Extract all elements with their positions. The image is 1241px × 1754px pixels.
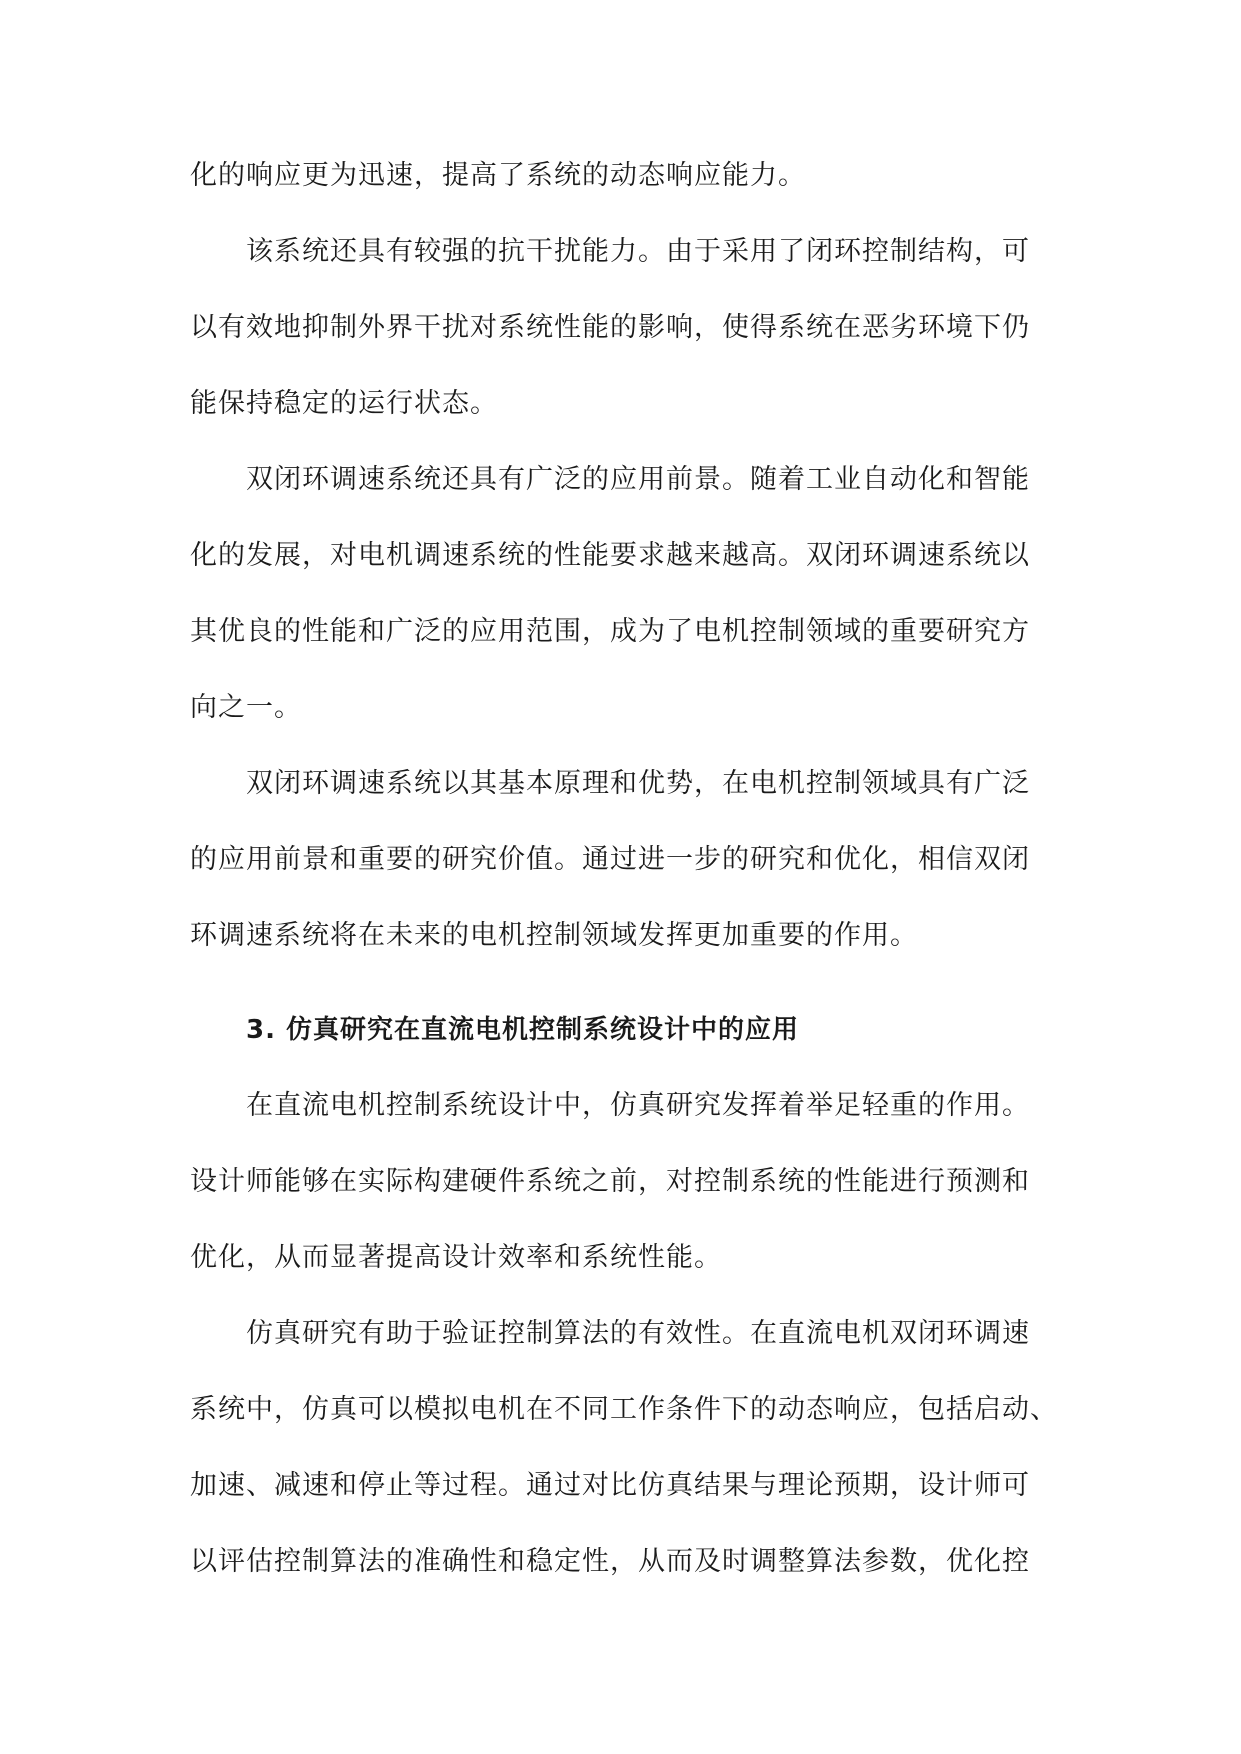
paragraph-line: 该系统还具有较强的抗干扰能力。由于采用了闭环控制结构，可 <box>246 236 1030 267</box>
document-page <box>190 138 1058 1600</box>
paragraph-line: 仿真研究有助于验证控制算法的有效性。在直流电机双闭环调速 <box>246 1318 1030 1349</box>
paragraph-line: 化的发展，对电机调速系统的性能要求越来越高。双闭环调速系统以 <box>190 540 1030 571</box>
paragraph-line: 其优良的性能和广泛的应用范围，成为了电机控制领域的重要研究方 <box>190 616 1030 647</box>
paragraph-line: 以有效地抑制外界干扰对系统性能的影响，使得系统在恶劣环境下仍 <box>190 312 1030 343</box>
paragraph-line: 的应用前景和重要的研究价值。通过进一步的研究和优化，相信双闭 <box>190 844 1030 875</box>
paragraph-line: 双闭环调速系统还具有广泛的应用前景。随着工业自动化和智能 <box>246 464 1030 495</box>
paragraph-line: 环调速系统将在未来的电机控制领域发挥更加重要的作用。 <box>190 920 918 951</box>
paragraph-line: 在直流电机控制系统设计中，仿真研究发挥着举足轻重的作用。 <box>246 1090 1030 1121</box>
paragraph-line: 向之一。 <box>190 692 302 723</box>
section-heading: 3. 仿真研究在直流电机控制系统设计中的应用 <box>246 1015 800 1045</box>
paragraph-line: 加速、减速和停止等过程。通过对比仿真结果与理论预期，设计师可 <box>190 1470 1030 1501</box>
paragraph-line: 设计师能够在实际构建硬件系统之前，对控制系统的性能进行预测和 <box>190 1166 1030 1197</box>
paragraph-line: 化的响应更为迅速，提高了系统的动态响应能力。 <box>190 160 806 191</box>
paragraph-line: 系统中，仿真可以模拟电机在不同工作条件下的动态响应，包括启动、 <box>190 1394 1058 1425</box>
paragraph-line: 优化，从而显著提高设计效率和系统性能。 <box>190 1242 722 1273</box>
paragraph-line: 能保持稳定的运行状态。 <box>190 388 498 419</box>
paragraph-line: 以评估控制算法的准确性和稳定性，从而及时调整算法参数，优化控 <box>190 1546 1030 1577</box>
paragraph-line: 双闭环调速系统以其基本原理和优势，在电机控制领域具有广泛 <box>246 768 1030 799</box>
